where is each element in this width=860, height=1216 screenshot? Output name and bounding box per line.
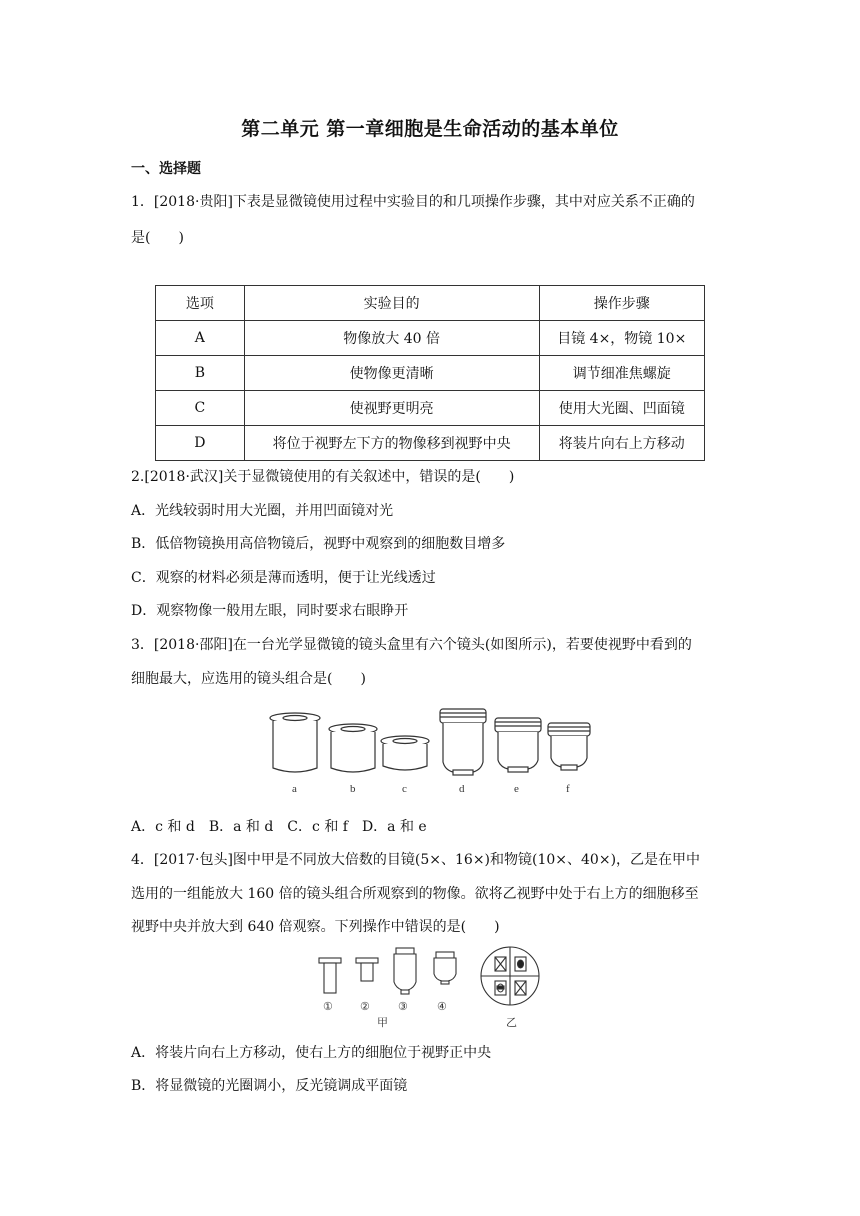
table-cell: 调节细准焦螺旋 [539, 356, 704, 391]
table-header-row [156, 286, 705, 321]
q4-figure [312, 944, 552, 1032]
q1-stem-line2: 是( ) [131, 230, 184, 246]
objective-lens-d-icon [440, 709, 486, 775]
table-header-cell: 实验目的 [244, 286, 539, 321]
q2-option-a: A．光线较弱时用大光圈，并用凹面镜对光 [131, 503, 394, 519]
eyepiece-2-icon [356, 958, 378, 981]
page-title: 第二单元 第一章细胞是生命活动的基本单位 [241, 118, 619, 140]
lens-label-a: a [292, 783, 297, 795]
table-row [156, 321, 705, 356]
q3-options: A．c 和 d B．a 和 d C．c 和 f D．a 和 e [131, 819, 427, 835]
table-cell: 使物像更清晰 [244, 356, 539, 391]
q4-stem-line1: 4．[2017·包头]图中甲是不同放大倍数的目镜(5×、16×)和物镜(10×、40×)，乙是在甲中 [131, 852, 701, 868]
lens-label-e: e [514, 783, 519, 795]
q4-stem-line2: 选用的一组能放大 160 倍的镜头组合所观察到的物像。欲将乙视野中处于右上方的细胞移至 [131, 886, 699, 902]
q2-option-c: C．观察的材料必须是薄而透明，便于让光线透过 [131, 570, 436, 586]
figure-label-jia: 甲 [377, 1017, 388, 1029]
lens-label-1: ① [323, 1001, 333, 1013]
eyepiece-1-icon [319, 958, 341, 993]
table-cell: 使用大光圈、凹面镜 [539, 391, 704, 426]
q4-stem-line3: 视野中央并放大到 640 倍观察。下列操作中错误的是( ) [131, 919, 500, 935]
q2-stem: 2.[2018·武汉]关于显微镜使用的有关叙述中，错误的是( ) [131, 469, 515, 485]
table-cell: 使视野更明亮 [244, 391, 539, 426]
eyepiece-lens-b-icon [329, 724, 377, 772]
table-row [156, 356, 705, 391]
q3-stem-line2: 细胞最大，应选用的镜头组合是( ) [131, 671, 366, 687]
q3-stem-line1: 3．[2018·邵阳]在一台光学显微镜的镜头盒里有六个镜头(如图所示)，若要使视野中看到的 [131, 637, 692, 653]
section-heading: 一、选择题 [131, 161, 201, 177]
q1-table [155, 285, 705, 461]
lens-label-4: ④ [437, 1001, 447, 1013]
table-cell: 将位于视野左下方的物像移到视野中央 [244, 426, 539, 461]
table-cell: A [156, 321, 245, 356]
q4-option-a: A．将装片向右上方移动，使右上方的细胞位于视野正中央 [131, 1045, 492, 1061]
objective-4-icon [434, 952, 456, 984]
objective-lens-f-icon [548, 723, 590, 770]
lens-label-f: f [566, 783, 570, 795]
field-of-view-icon [481, 947, 539, 1005]
table-header-cell: 选项 [156, 286, 245, 321]
table-cell: 将装片向右上方移动 [539, 426, 704, 461]
table-cell: B [156, 356, 245, 391]
lens-label-d: d [459, 783, 465, 795]
table-header-cell: 操作步骤 [539, 286, 704, 321]
table-cell: D [156, 426, 245, 461]
eyepiece-lens-c-icon [381, 736, 429, 770]
table-row [156, 391, 705, 426]
q3-lens-figure [265, 704, 595, 800]
table-row [156, 426, 705, 461]
figure-label-yi: 乙 [506, 1017, 517, 1029]
lens-label-c: c [402, 783, 407, 795]
lens-label-3: ③ [398, 1001, 408, 1013]
objective-lens-e-icon [495, 718, 541, 772]
table-cell: C [156, 391, 245, 426]
objective-3-icon [394, 948, 416, 994]
eyepiece-lens-a-icon [270, 713, 320, 772]
q2-option-d: D．观察物像一般用左眼，同时要求右眼睁开 [131, 603, 409, 619]
lens-label-2: ② [360, 1001, 370, 1013]
q2-option-b: B．低倍物镜换用高倍物镜后，视野中观察到的细胞数目增多 [131, 536, 506, 552]
table-cell: 目镜 4×，物镜 10× [539, 321, 704, 356]
lens-label-b: b [350, 783, 356, 795]
q1-stem-line1: 1．[2018·贵阳]下表是显微镜使用过程中实验目的和几项操作步骤，其中对应关系不正确的 [131, 194, 695, 210]
table-cell: 物像放大 40 倍 [244, 321, 539, 356]
q4-option-b: B．将显微镜的光圈调小，反光镜调成平面镜 [131, 1078, 408, 1094]
